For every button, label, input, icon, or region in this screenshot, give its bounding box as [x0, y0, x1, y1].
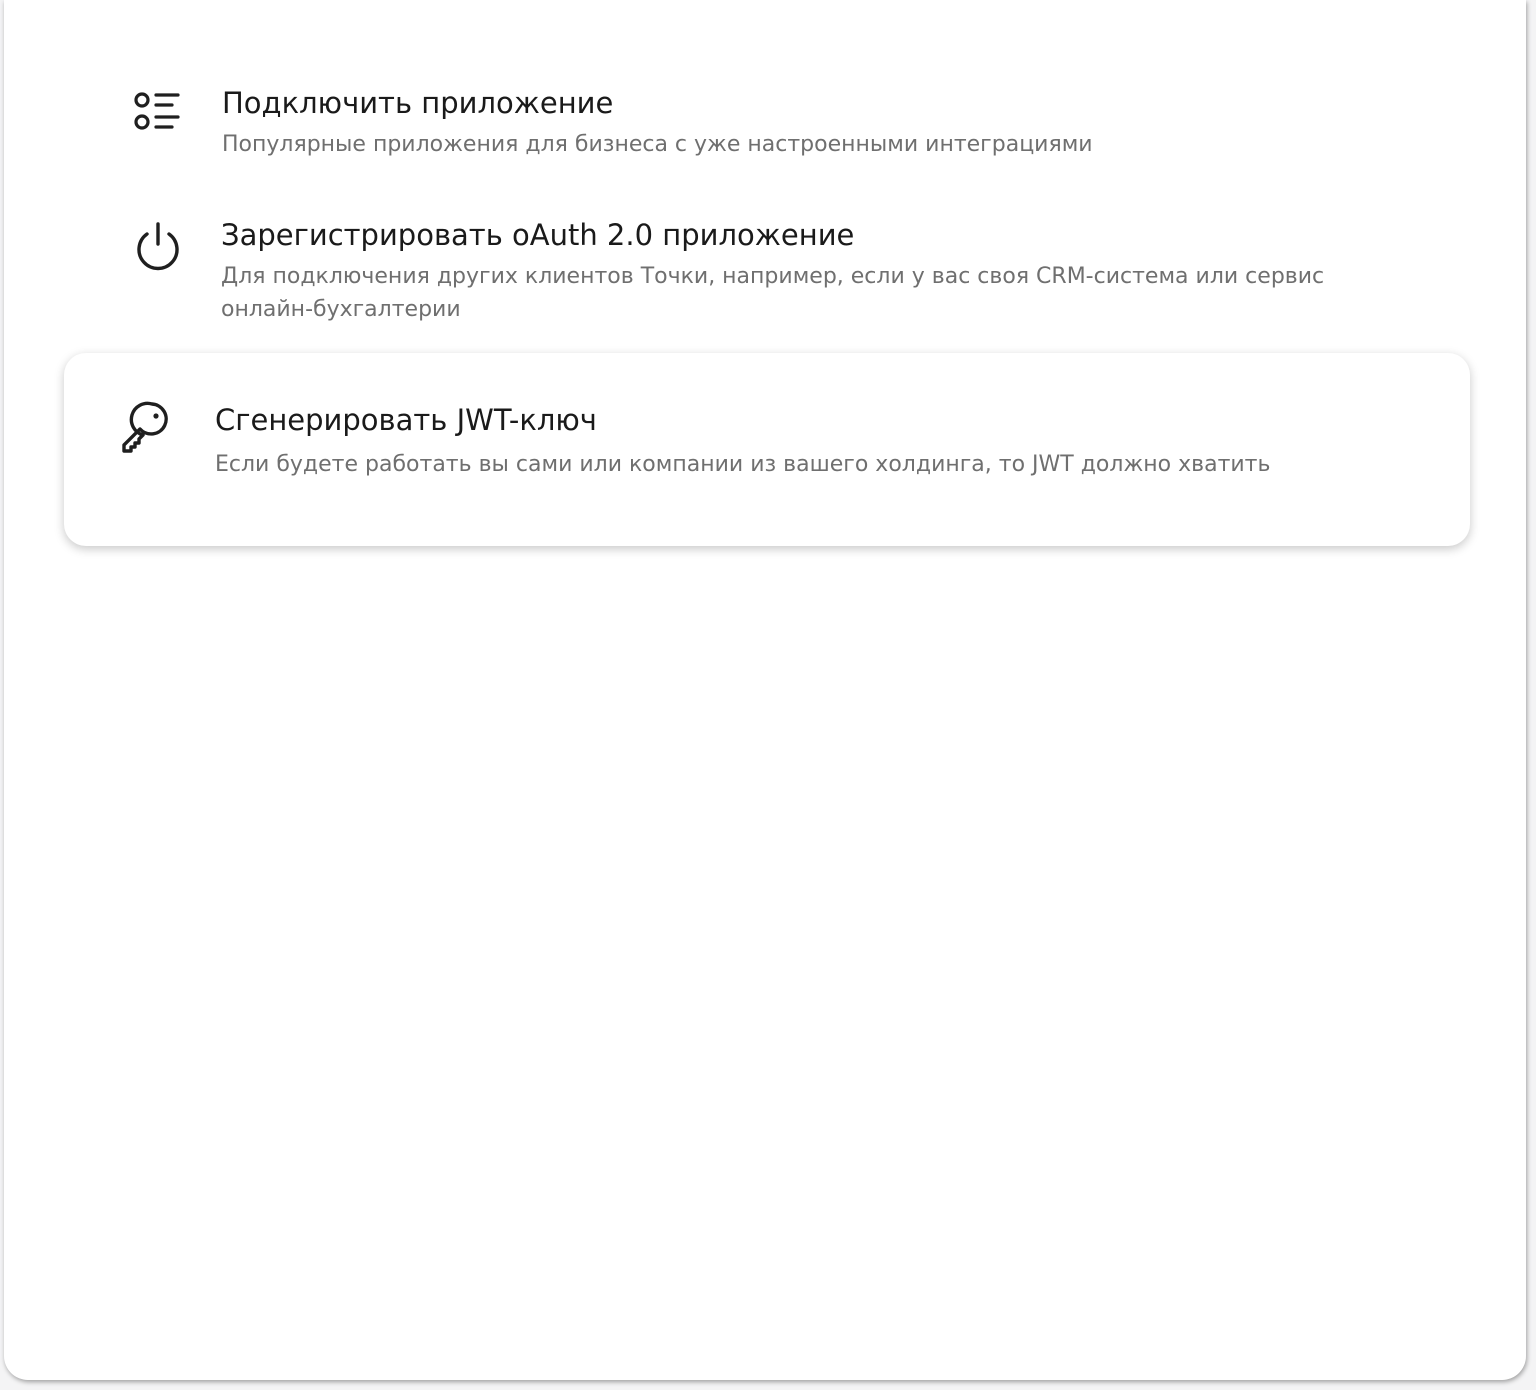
power-icon	[132, 220, 184, 272]
connect-app-option[interactable]	[104, 70, 1474, 180]
key-icon	[118, 401, 170, 453]
option-title: Сгенерировать JWT-ключ	[215, 403, 597, 437]
option-title: Зарегистрировать oAuth 2.0 приложение	[221, 218, 855, 252]
generate-jwt-key-option[interactable]	[64, 353, 1470, 546]
option-description: Популярные приложения для бизнеса с уже настроенными интеграциями	[222, 132, 1093, 157]
option-description: Для подключения других клиентов Точки, например, если у вас своя CRM-система или сервис онлайн-бухгалтерии	[221, 264, 1325, 322]
register-oauth-app-option[interactable]	[104, 200, 1474, 340]
integration-options-panel	[4, 0, 1526, 1380]
list-icon	[130, 88, 182, 140]
option-title: Подключить приложение	[222, 86, 614, 120]
option-description: Если будете работать вы сами или компании из вашего холдинга, то JWT должно хватить	[215, 452, 1271, 477]
